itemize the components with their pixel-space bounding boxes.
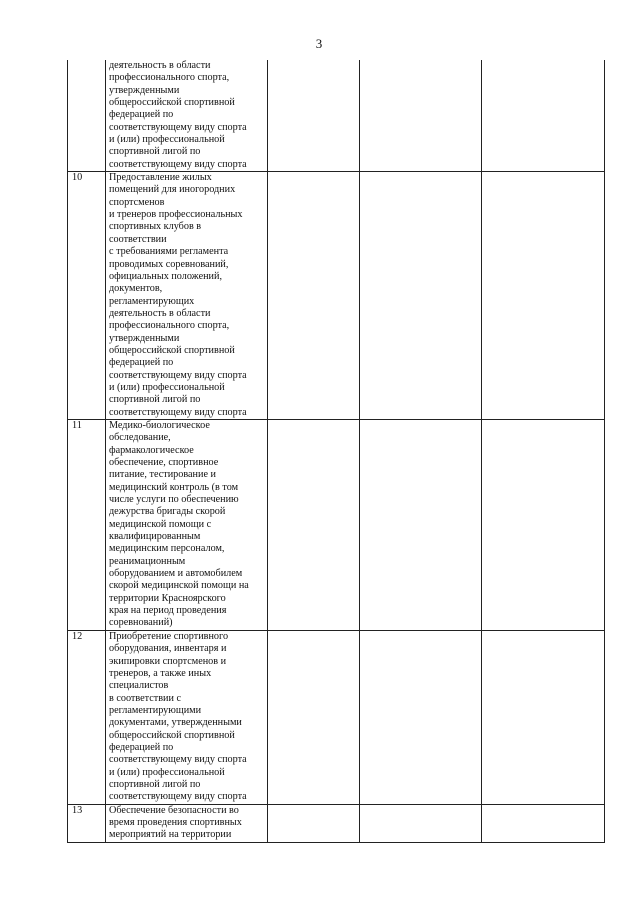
empty-cell-col5 [482, 172, 605, 420]
description-line: числе услуги по обеспечению [109, 494, 239, 506]
description-line: Обеспечение безопасности во [109, 804, 239, 816]
empty-cell-col4 [360, 630, 482, 804]
row-number-cell [68, 60, 106, 172]
page-number: 3 [315, 36, 323, 51]
description-line: Медико-биологическое [109, 419, 210, 431]
row-number-cell: 10 [68, 172, 106, 420]
description-cell [106, 60, 268, 172]
description-line: и (или) профессиональной [109, 381, 225, 393]
description-line: общероссийской спортивной [109, 344, 235, 356]
table-body [68, 60, 605, 842]
description-line: соответствующему виду спорта [109, 369, 247, 381]
row-number-cell: 11 [68, 419, 106, 630]
description-cell [106, 630, 268, 804]
description-cell [106, 419, 268, 630]
description-line: и (или) профессиональной [109, 134, 225, 146]
description-line: питание, тестирование и [109, 469, 216, 481]
description-cell [106, 804, 268, 842]
description-line: утвержденными [109, 332, 180, 344]
empty-cell-col3 [268, 804, 360, 842]
description-line: в соответствии с [109, 692, 181, 704]
description-line: федерацией по [109, 357, 174, 369]
description-line: квалифицированным [109, 531, 201, 543]
description-line: тренеров, а также иных [109, 667, 212, 679]
empty-cell-col3 [268, 419, 360, 630]
description-line: экипировки спортсменов и [109, 655, 227, 667]
empty-cell-col4 [360, 60, 482, 172]
description-line: общероссийской спортивной [109, 729, 235, 741]
description-line: скорой медицинской помощи на [109, 580, 249, 592]
table-row [68, 804, 605, 842]
empty-cell-col5 [482, 630, 605, 804]
description-line: обеспечение, спортивное [109, 457, 219, 468]
description-line: территории Красноярского [109, 592, 226, 604]
table-row [68, 419, 605, 630]
description-line: соответствующему виду спорта [109, 158, 247, 170]
description-line: соответствующему виду спорта [109, 121, 247, 133]
description-line: соревнований) [109, 617, 173, 629]
description-line: документами, утвержденными [109, 717, 242, 729]
description-line: медицинский контроль (в том [109, 481, 239, 493]
description-line: медицинской помощи с [109, 518, 212, 530]
description-line: соответствии [109, 233, 167, 245]
empty-cell-col3 [268, 630, 360, 804]
description-line: края на период проведения [109, 605, 227, 617]
description-line: регламентирующими [109, 704, 202, 716]
description-line: спортивных клубов в [109, 221, 202, 233]
description-line: федерацией по [109, 109, 174, 121]
description-line: фармакологическое [109, 444, 194, 456]
row-number-cell: 12 [68, 630, 106, 804]
description-line: реанимационным [109, 555, 186, 567]
empty-cell-col5 [482, 60, 605, 172]
table-row [68, 172, 605, 420]
description-cell [106, 172, 268, 420]
description-line: спортивной лигой по [109, 146, 201, 158]
description-line: специалистов [109, 680, 169, 692]
services-table [67, 60, 605, 843]
empty-cell-col5 [482, 804, 605, 842]
description-line: профессионального спорта, [109, 320, 230, 332]
description-line: мероприятий на территории [109, 829, 232, 841]
description-line: общероссийской спортивной [109, 97, 235, 109]
empty-cell-col5 [482, 419, 605, 630]
description-line: федерацией по [109, 741, 174, 753]
description-line: соответствующему виду спорта [109, 406, 247, 418]
empty-cell-col4 [360, 172, 482, 420]
description-line: и (или) профессиональной [109, 766, 225, 778]
description-line: официальных положений, [109, 270, 222, 282]
row-number-cell: 13 [68, 804, 106, 842]
table-row [68, 60, 605, 172]
empty-cell-col4 [360, 419, 482, 630]
description-line: проводимых соревнований, [109, 258, 229, 270]
description-line: и тренеров профессиональных [109, 209, 243, 221]
description-line: спортивной лигой по [109, 778, 201, 790]
description-line: оборудованием и автомобилем [109, 568, 243, 580]
description-line: профессионального спорта, [109, 72, 230, 84]
empty-cell-col4 [360, 804, 482, 842]
empty-cell-col3 [268, 60, 360, 172]
description-line: дежурства бригады скорой [109, 506, 226, 518]
description-line: медицинским персоналом, [109, 543, 225, 555]
description-line: деятельность в области [109, 60, 211, 71]
description-line: утвержденными [109, 84, 180, 96]
description-line: спортивной лигой по [109, 394, 201, 406]
description-line: Предоставление жилых [109, 172, 212, 184]
empty-cell-col3 [268, 172, 360, 420]
description-line: соответствующему виду спорта [109, 754, 247, 766]
description-line: время проведения спортивных [109, 816, 242, 828]
description-line: соответствующему виду спорта [109, 791, 247, 803]
description-line: деятельность в области [109, 307, 211, 319]
table-row [68, 630, 605, 804]
description-line: регламентирующих [109, 295, 195, 307]
description-line: помещений для иногородних [109, 184, 236, 196]
description-line: обследование, [109, 432, 171, 444]
description-line: с требованиями регламента [109, 246, 229, 258]
description-line: спортсменов [109, 196, 165, 208]
description-line: Приобретение спортивного [109, 630, 229, 642]
description-line: документов, [109, 283, 163, 295]
description-line: оборудования, инвентаря и [109, 643, 227, 655]
